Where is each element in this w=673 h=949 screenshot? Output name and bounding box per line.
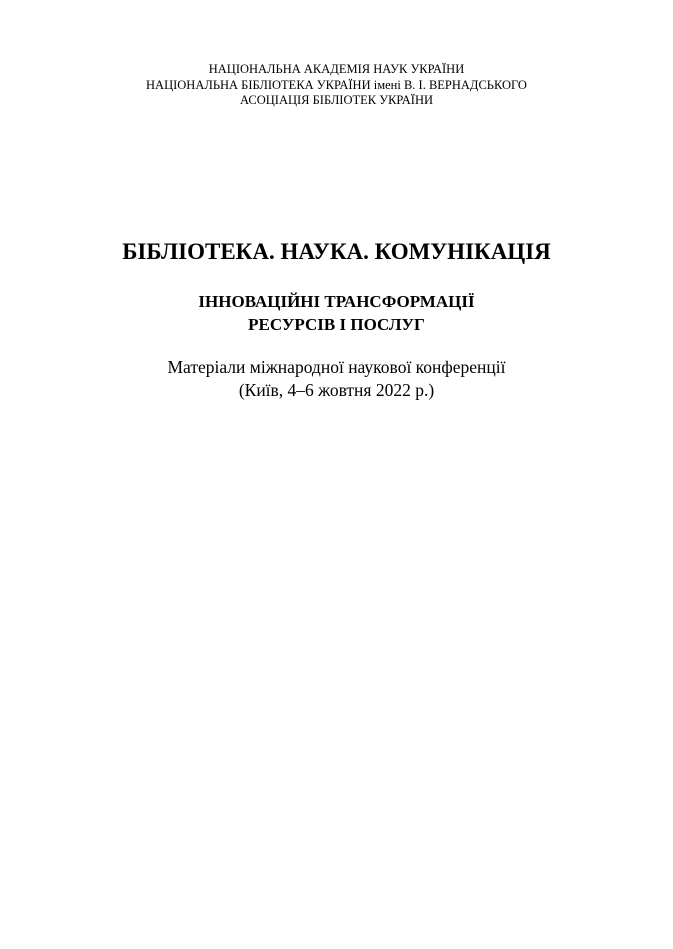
document-title: БІБЛІОТЕКА. НАУКА. КОМУНІКАЦІЯ — [122, 239, 551, 264]
organization-line: НАЦІОНАЛЬНА БІБЛІОТЕКА УКРАЇНИ імені В. І. ВЕРНАДСЬКОГО — [146, 77, 527, 92]
organization-line: АСОЦІАЦІЯ БІБЛІОТЕК УКРАЇНИ — [239, 93, 434, 107]
conference-info — [0, 356, 673, 402]
document-subtitle — [0, 290, 673, 336]
organizations-header — [0, 62, 673, 109]
organization-line: НАЦІОНАЛЬНА АКАДЕМІЯ НАУК УКРАЇНИ — [208, 62, 465, 76]
conference-description: Матеріали міжнародної наукової конференції — [167, 357, 506, 377]
conference-place-date: (Київ, 4–6 жовтня 2022 р.) — [238, 380, 435, 400]
subtitle-line: ІННОВАЦІЙНІ ТРАНСФОРМАЦІЇ — [198, 292, 475, 311]
subtitle-line: РЕСУРСІВ І ПОСЛУГ — [248, 315, 425, 334]
